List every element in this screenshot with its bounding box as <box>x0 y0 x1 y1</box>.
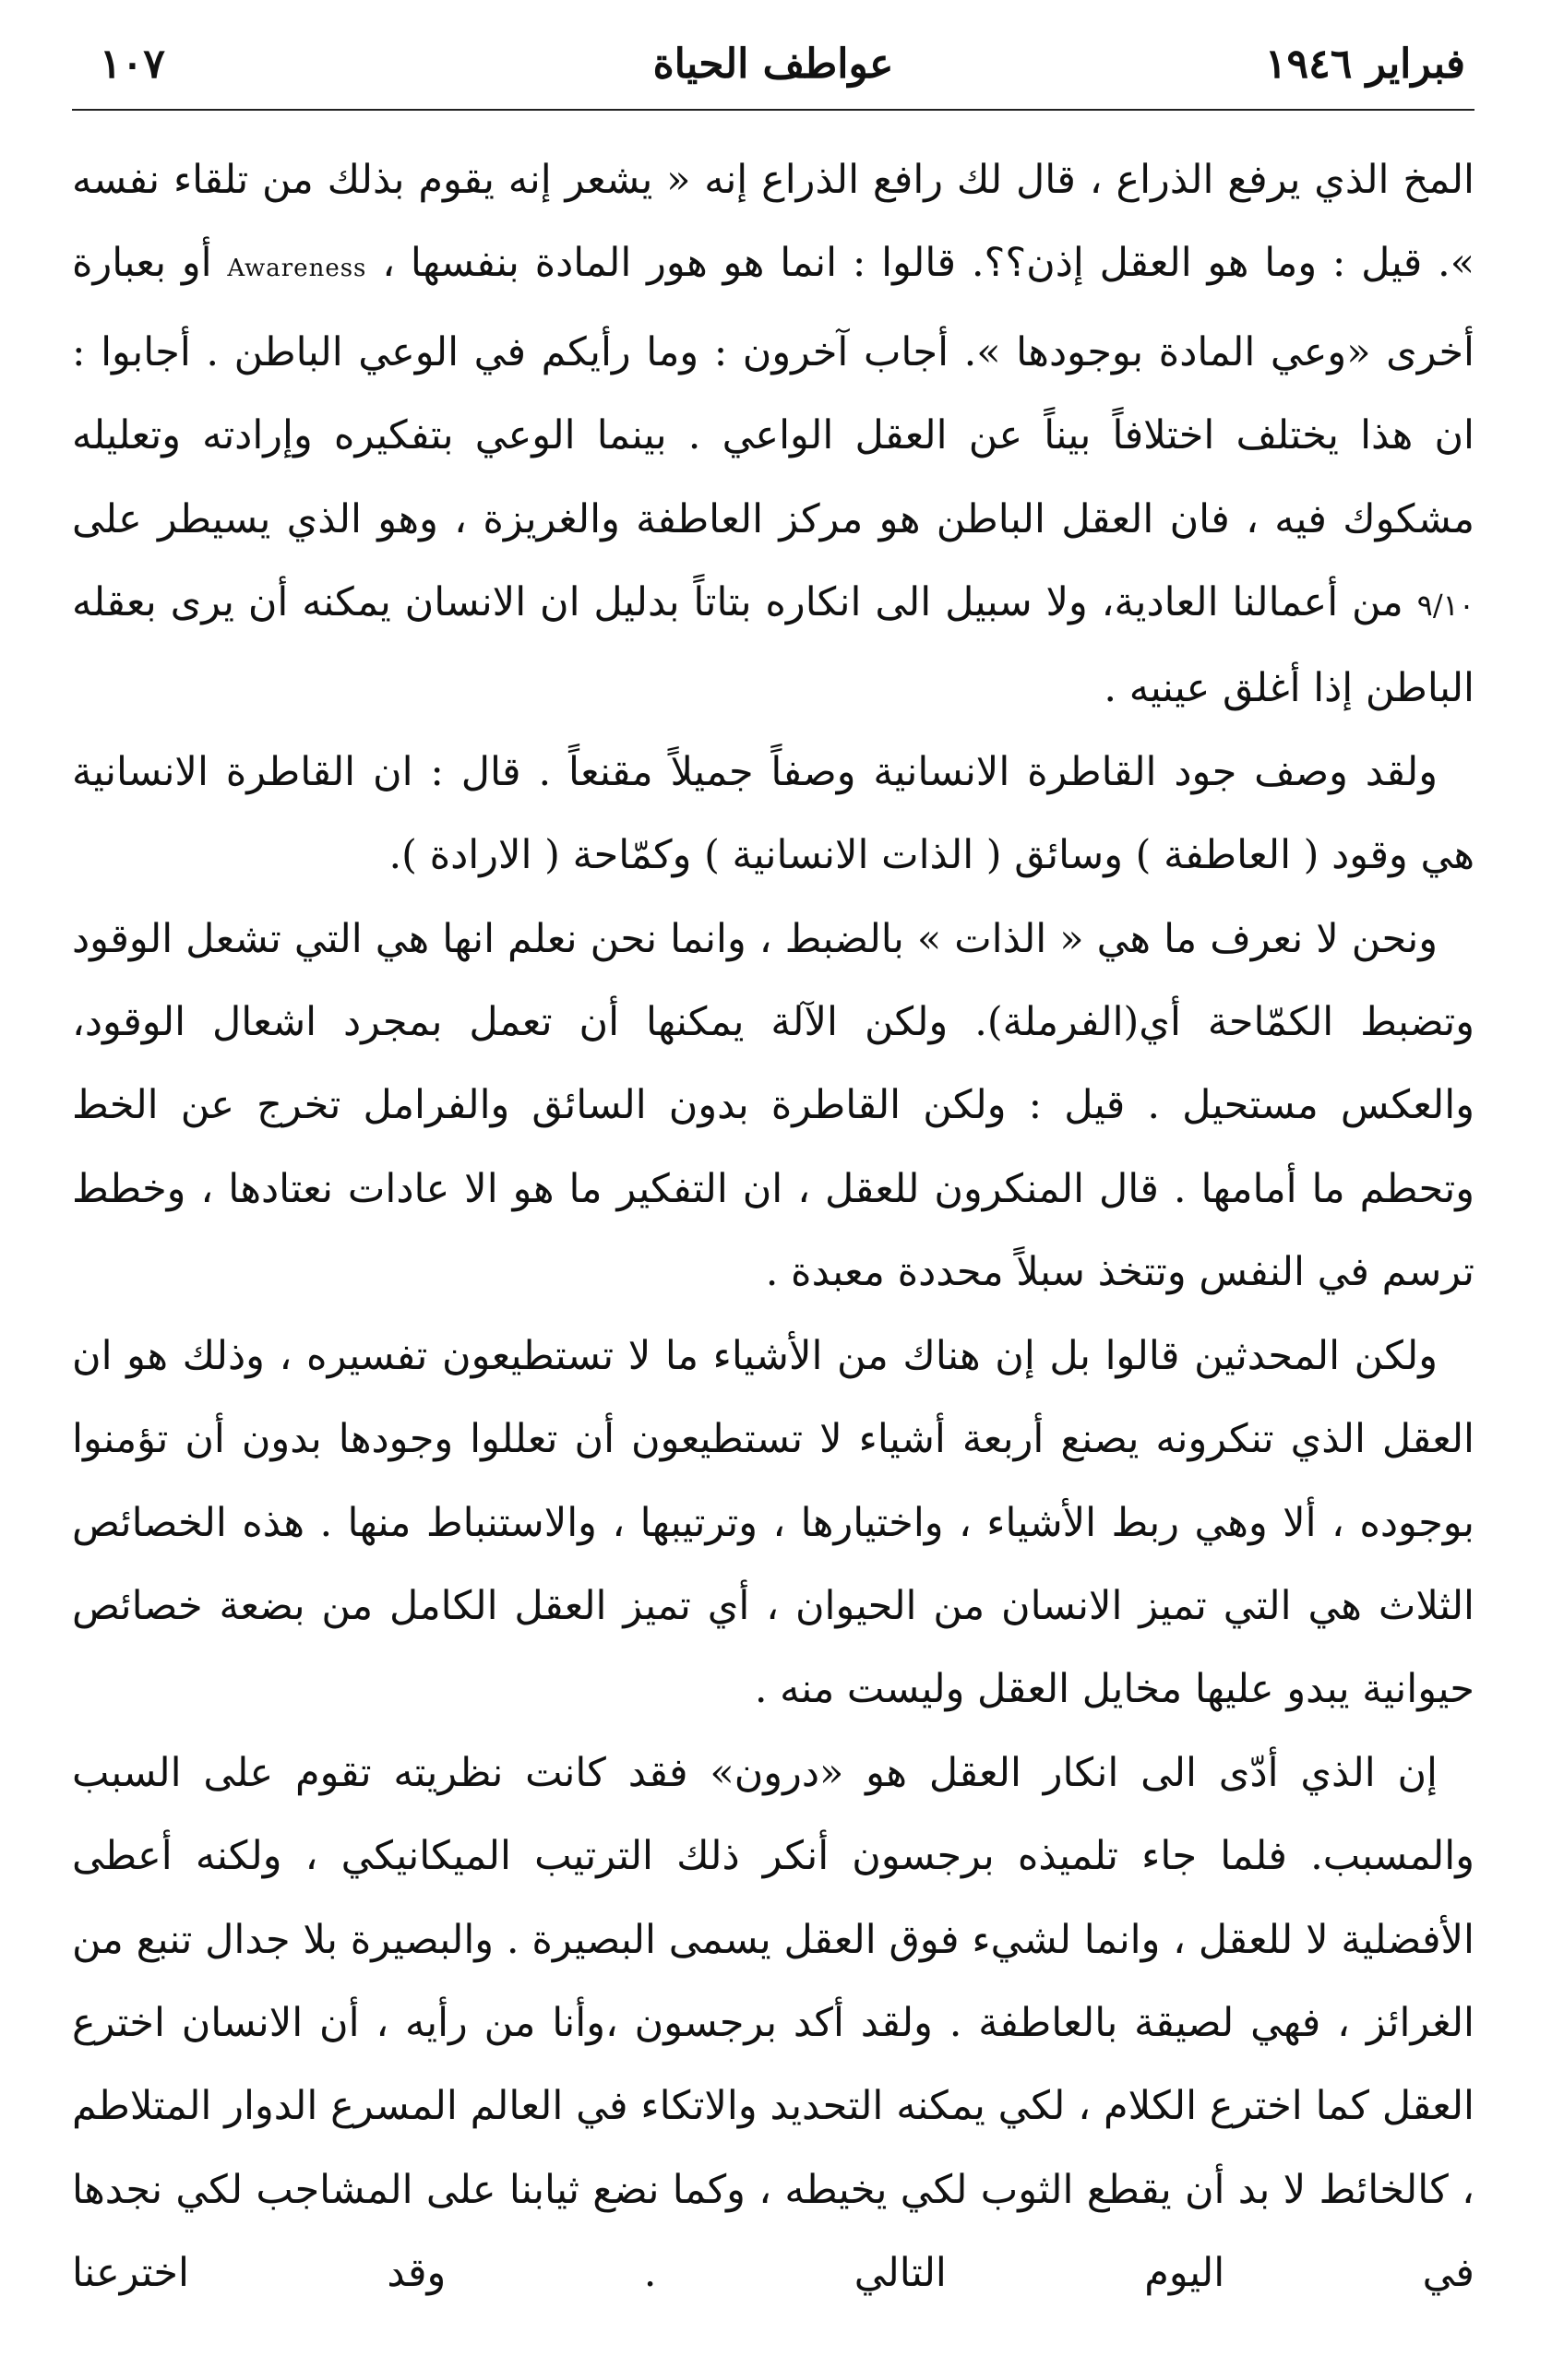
paragraph <box>72 138 1474 731</box>
paragraph: إن الذي أدّى الى انكار العقل هو «درون» فقد كانت نظريته تقوم على السبب والمسبب. فلما جاء تلميذه برجسون أنكر ذلك الترتيب الميكانيكي ، ولكنه أعطى الأفضلية لا للعقل ، وانما لشيء فوق العقل يسمى البصيرة . والبصيرة بلا جدال تنبع من الغرائز ، فهي لصيقة بالعاطفة . ولقد أكد برجسون ،وأنا من رأيه ، أن الانسان اخترع العقل كما اخترع الكلام ، لكي يمكنه التحديد والاتكاء في العالم المسرع الدوار المتلاطم ، كالخائط لا بد أن يقطع الثوب لكي يخيطه ، وكما نضع ثيابنا على المشاجب لكي نجدها في اليوم التالي . وقد اخترعنا <box>72 1749 1474 2297</box>
header-title: عواطف الحياة <box>652 41 894 88</box>
page-number: ١٠٧ <box>100 41 165 88</box>
paragraph-text: أو بعبارة أخرى «وعي المادة بوجودها ». أجاب آخرون : وما رأيكم في الوعي الباطن . أجابوا : ان هذا يختلف اختلافاً بيناً عن العقل الواعي . بينما الوعي بتفكيره وإرادته وتعليله مشكوك فيه ، فان العقل الباطن هو مركز العاطفة والغريزة ، وهو الذي يسيطر على <box>72 240 1474 542</box>
paragraph: ونحن لا نعرف ما هي « الذات » بالضبط ، وانما نحن نعلم انها هي التي تشعل الوقود وتضبط الكمّاحة أي(الفرملة). ولكن الآلة يمكنها أن تعمل بمجرد اشعال الوقود، والعكس مستحيل . قيل : ولكن القاطرة بدون السائق والفرامل تخرج عن الخط وتحطم ما أمامها . قال المنكرون للعقل ، ان التفكير ما هو الا عادات نعتادها ، وخطط ترسم في النفس وتتخذ سبلاً محددة معبدة . <box>72 915 1474 1296</box>
book-page <box>72 33 1474 2349</box>
header-date: فبراير ١٩٤٦ <box>1264 41 1465 88</box>
paragraph: ولكن المحدثين قالوا بل إن هناك من الأشياء ما لا تستطيعون تفسيره ، وذلك هو ان العقل الذي تنكرونه يصنع أربعة أشياء لا تستطيعون أن تعللوا وجودها بدون أن تؤمنوا بوجوده ، ألا وهي ربط الأشياء ، واختيارها ، وترتيبها ، والاستنباط منها . هذه الخصائص الثلاث هي التي تميز الانسان من الحيوان ، أي تميز العقل الكامل من بضعة خصائص حيوانية يبدو عليها مخايل العقل وليست منه . <box>72 1332 1474 1713</box>
paragraph-text: من أعمالنا العادية، ولا سبيل الى انكاره بتاتاً بدليل ان الانسان يمكنه أن يرى بعقله الباطن إذا أغلق عينيه . <box>72 579 1474 712</box>
page-body <box>72 138 1474 2315</box>
running-header <box>72 33 1474 111</box>
paragraph-text: المخ الذي يرفع الذراع ، قال لك رافع الذراع إنه « يشعر إنه يقوم بذلك من تلقاء نفسه ». قيل : وما هو العقل إذن؟؟. قالوا : انما هو هور المادة بنفسها ، <box>72 157 1475 287</box>
fraction: ٩/١٠ <box>1416 588 1474 624</box>
paragraph: ولقد وصف جود القاطرة الانسانية وصفاً جميلاً مقنعاً . قال : ان القاطرة الانسانية هي وقود ( العاطفة ) وسائق ( الذات الانسانية ) وكمّاحة ( الارادة ). <box>72 748 1474 879</box>
latin-term: Awareness <box>227 255 367 283</box>
